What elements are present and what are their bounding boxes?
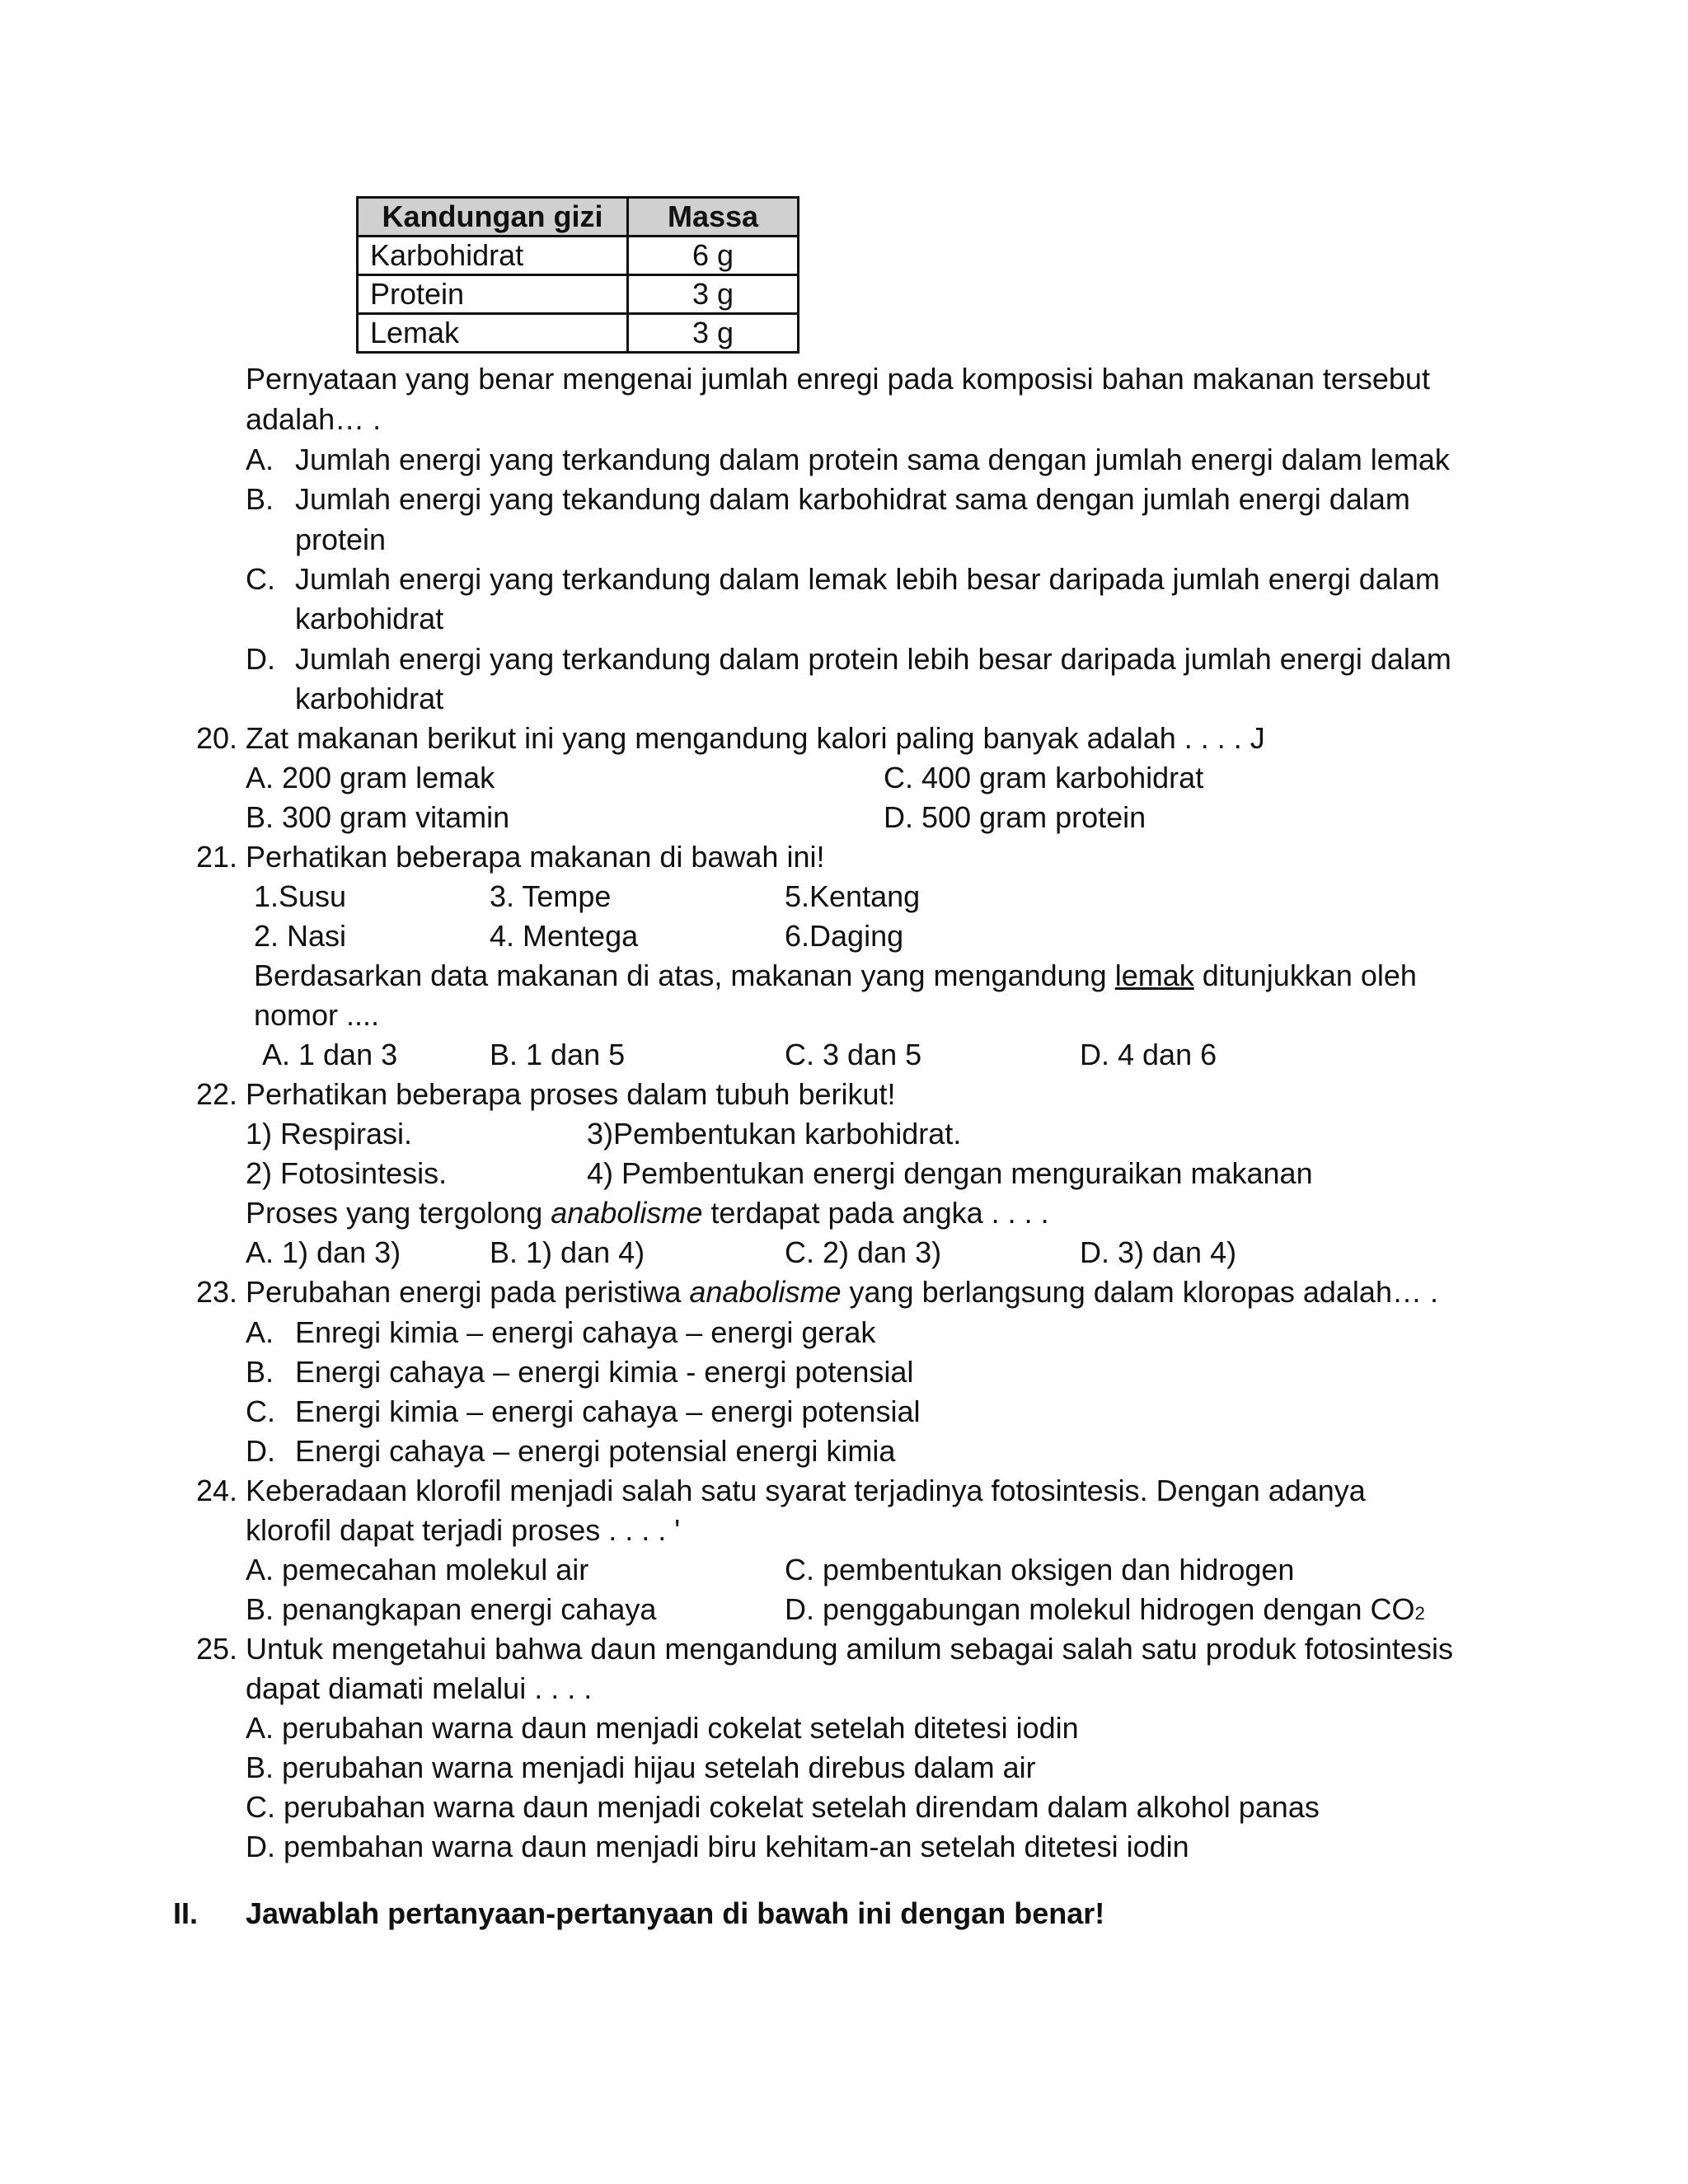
q23-option-c-letter: C. [246, 1394, 275, 1428]
q21-stem: Perhatikan beberapa makanan di bawah ini! [246, 840, 825, 874]
q23-option-d-letter: D. [246, 1434, 275, 1468]
q24-stem-line2: klorofil dapat terjadi proses . . . . ' [246, 1513, 681, 1547]
q20-number: 20. [196, 721, 238, 755]
q25-option-d: D. pembahan warna daun menjadi biru kehitam-an setelah ditetesi iodin [246, 1830, 1189, 1863]
table-header-row [358, 198, 799, 237]
q22-option-b: B. 1) dan 4) [490, 1235, 645, 1269]
table-row [358, 314, 799, 353]
q22-option-c: C. 2) dan 3) [785, 1235, 942, 1269]
table-cell: Karbohidrat [358, 237, 628, 275]
q21-food-6: 6.Daging [785, 919, 904, 953]
q21-option-b: B. 1 dan 5 [490, 1038, 626, 1071]
q24-option-d [785, 1593, 1425, 1630]
q21-number: 21. [196, 840, 238, 874]
q19-stem-line1: Pernyataan yang benar mengenai jumlah enregi pada komposisi bahan makanan tersebut [246, 362, 1430, 396]
section-number: II. [173, 1896, 199, 1930]
q21-body-line1 [254, 959, 1417, 992]
q23-option-d: Energi cahaya – energi potensial energi kimia [295, 1434, 896, 1468]
q23-stem-post: yang berlangsung dalam kloropas adalah… . [841, 1275, 1438, 1309]
q19-option-c-line1: Jumlah energi yang terkandung dalam lemak lebih besar daripada jumlah energi dalam [295, 562, 1440, 596]
table-header-cell: Massa [628, 198, 799, 237]
q23-option-b: Energi cahaya – energi kimia - energi potensial [295, 1355, 914, 1389]
q24-option-d-main: D. penggabungan molekul hidrogen dengan CO [785, 1592, 1415, 1626]
q24-stem-line1: Keberadaan klorofil menjadi salah satu syarat terjadinya fotosintesis. Dengan adanya [246, 1474, 1366, 1507]
q22-question-italic: anabolisme [551, 1196, 703, 1230]
q25-stem-line1: Untuk mengetahui bahwa daun mengandung amilum sebagai salah satu produk fotosintesis [246, 1632, 1453, 1666]
q21-body-underlined: lemak [1114, 958, 1194, 992]
q20-option-a: A. 200 gram lemak [246, 761, 495, 794]
nutrition-table [356, 196, 799, 354]
q23-option-a-letter: A. [246, 1315, 274, 1349]
q23-option-b-letter: B. [246, 1355, 274, 1389]
q21-food-1: 1.Susu [254, 879, 347, 913]
q25-number: 25. [196, 1632, 238, 1666]
q19-option-b-line2: protein [295, 523, 387, 556]
q22-option-d: D. 3) dan 4) [1080, 1235, 1237, 1269]
q25-option-c: C. perubahan warna daun menjadi cokelat setelah direndam dalam alkohol panas [246, 1790, 1320, 1824]
section-title: Jawablah pertanyaan-pertanyaan di bawah ini dengan benar! [246, 1896, 1105, 1930]
q23-stem-pre: Perubahan energi pada peristiwa [246, 1275, 690, 1309]
table-cell: 3 g [628, 314, 799, 353]
q22-stem: Perhatikan beberapa proses dalam tubuh berikut! [246, 1077, 896, 1111]
q19-stem-line2: adalah… . [246, 402, 382, 436]
q19-option-c-letter: C. [246, 562, 275, 596]
q24-option-a: A. pemecahan molekul air [246, 1553, 589, 1586]
table-header-cell: Kandungan gizi [358, 198, 628, 237]
table-cell: Lemak [358, 314, 628, 353]
q22-question-post: terdapat pada angka . . . . [702, 1196, 1049, 1230]
q19-option-c-line2: karbohidrat [295, 602, 444, 635]
q21-option-a: A. 1 dan 3 [262, 1038, 398, 1071]
q22-question-pre: Proses yang tergolong [246, 1196, 551, 1230]
q20-option-c: C. 400 gram karbohidrat [884, 761, 1204, 794]
q21-body-line2: nomor .... [254, 998, 380, 1032]
q20-option-b: B. 300 gram vitamin [246, 800, 510, 834]
q25-stem-line2: dapat diamati melalui . . . . [246, 1671, 593, 1705]
q19-option-b-line1: Jumlah energi yang tekandung dalam karbohidrat sama dengan jumlah energi dalam [295, 482, 1410, 516]
q21-body-post: ditunjukkan oleh [1193, 958, 1417, 992]
q19-option-d-line2: karbohidrat [295, 682, 444, 715]
q22-process-2: 2) Fotosintesis. [246, 1156, 448, 1190]
q21-food-2: 2. Nasi [254, 919, 347, 953]
q23-stem-italic: anabolisme [689, 1275, 842, 1309]
q22-process-1: 1) Respirasi. [246, 1117, 413, 1151]
q22-process-4: 4) Pembentukan energi dengan menguraikan makanan [587, 1156, 1313, 1190]
q23-number: 23. [196, 1275, 238, 1309]
q20-stem: Zat makanan berikut ini yang mengandung kalori paling banyak adalah . . . . J [246, 721, 1265, 755]
table-row [358, 237, 799, 275]
q23-option-c: Energi kimia – energi cahaya – energi potensial [295, 1394, 921, 1428]
q22-process-3: 3)Pembentukan karbohidrat. [587, 1117, 962, 1151]
q24-number: 24. [196, 1474, 238, 1507]
table-row [358, 275, 799, 314]
q24-option-c: C. pembentukan oksigen dan hidrogen [785, 1553, 1295, 1586]
q25-option-b: B. perubahan warna menjadi hijau setelah direbus dalam air [246, 1750, 1036, 1784]
q21-body-pre: Berdasarkan data makanan di atas, makanan yang mengandung [254, 958, 1115, 992]
q23-stem [246, 1276, 1438, 1309]
q20-option-d: D. 500 gram protein [884, 800, 1146, 834]
q19-option-a: Jumlah energi yang terkandung dalam protein sama dengan jumlah energi dalam lemak [295, 443, 1450, 476]
q21-option-c: C. 3 dan 5 [785, 1038, 922, 1071]
q19-option-b-letter: B. [246, 482, 274, 516]
table-cell: 3 g [628, 275, 799, 314]
q21-food-3: 3. Tempe [490, 879, 612, 913]
q22-option-a: A. 1) dan 3) [246, 1235, 401, 1269]
q22-question [246, 1197, 1049, 1230]
q21-food-4: 4. Mentega [490, 919, 639, 953]
table-cell: 6 g [628, 237, 799, 275]
q19-option-a-letter: A. [246, 443, 274, 476]
q22-number: 22. [196, 1077, 238, 1111]
q21-food-5: 5.Kentang [785, 879, 921, 913]
table-cell: Protein [358, 275, 628, 314]
q19-option-d-letter: D. [246, 642, 275, 676]
q23-option-a: Enregi kimia – energi cahaya – energi gerak [295, 1315, 876, 1349]
q24-option-b: B. penangkapan energi cahaya [246, 1592, 657, 1626]
q25-option-a: A. perubahan warna daun menjadi cokelat setelah ditetesi iodin [246, 1711, 1079, 1745]
q21-option-d: D. 4 dan 6 [1080, 1038, 1217, 1071]
q24-option-d-subscript: 2 [1414, 1603, 1425, 1624]
q19-option-d-line1: Jumlah energi yang terkandung dalam protein lebih besar daripada jumlah energi dalam [295, 642, 1451, 676]
